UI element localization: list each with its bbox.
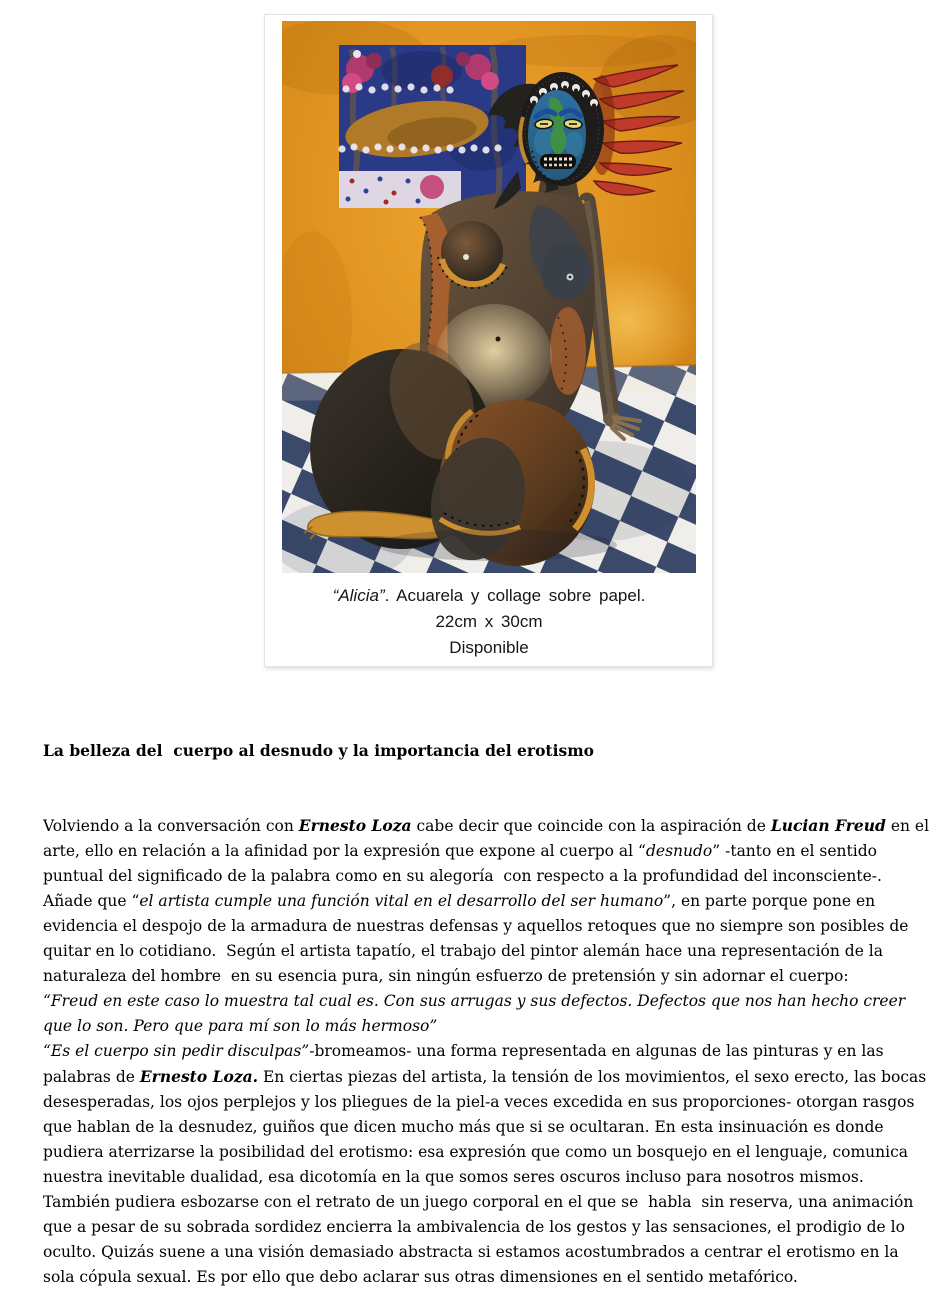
article-body [43,688,933,1315]
collage-painting [338,45,526,208]
article-paragraphs [43,813,933,1290]
artwork-card [264,14,713,667]
artwork-image [282,21,696,573]
caption-dimensions: 22cm x 30cm [435,612,543,631]
article-paragraph: Volviendo a la conversación con Ernesto Loza cabe decir que coincide con la aspiración de Lucian Freud en el arte, ello en relación a la afinidad por la expresión que expone al cuerpo al “desnudo” -tanto en el sentido puntual del significado de la palabra como en su alegoría con respecto a la profundidad del inconsciente-. Añade que “el artista cumple una función vital en el desarrollo del ser humano”, en parte porque pone en evidencia el despojo de la armadura de nuestras defensas y aquellos retoques que no siempre son posibles de quitar en lo cotidiano. Según el artista tapatío, el trabajo del pintor alemán hace una representación de la naturaleza del hombre en su esencia pura, sin ningún esfuerzo de pretensión y sin adornar el cuerpo: [43,816,934,985]
artwork-caption [282,583,696,661]
article-heading: La belleza del cuerpo al desnudo y la importancia del erotismo [43,741,594,760]
article-paragraph: “Freud en este caso lo muestra tal cual es. Con sus arrugas y sus defectos. Defectos que nos han hecho creer que lo son. Pero que para mí son lo más hermoso” [43,992,911,1035]
article-paragraph: “Es el cuerpo sin pedir disculpas”-bromeamos- una forma representada en algunas de las pinturas y en las palabras de Ernesto Loza. En ciertas piezas del artista, la tensión de los movimientos, el sexo erecto, las bocas desesperadas, los ojos perplejos y los pliegues de la piel-a veces excedida en sus proporciones- otorgan rasgos que hablan de la desnudez, guiños que dicen mucho más que si se ocultaran. En esta insinuación es donde pudiera aterrizarse la posibilidad del erotismo: esa expresión que como un bosquejo en el lenguaje, comunica nuestra inevitable dualidad, esa dicotomía en la que somos seres oscuros incluso para nosotros mismos. También pudiera esbozarse con el retrato de un juego corporal en el que se habla sin reserva, una animación que a pesar de su sobrada sordidez encierra la ambivalencia de los gestos y las sensaciones, el prodigio de lo oculto. Quizás suene a una visión demasiado abstracta si estamos acostumbrados a centrar el erotismo en la sola cópula sexual. Es por ello que debo aclarar sus otras dimensiones en el sentido metafórico. [43,1042,932,1286]
caption-availability: Disponible [449,638,529,657]
caption-title-line: “Alicia”. Acuarela y collage sobre papel. [332,586,646,605]
